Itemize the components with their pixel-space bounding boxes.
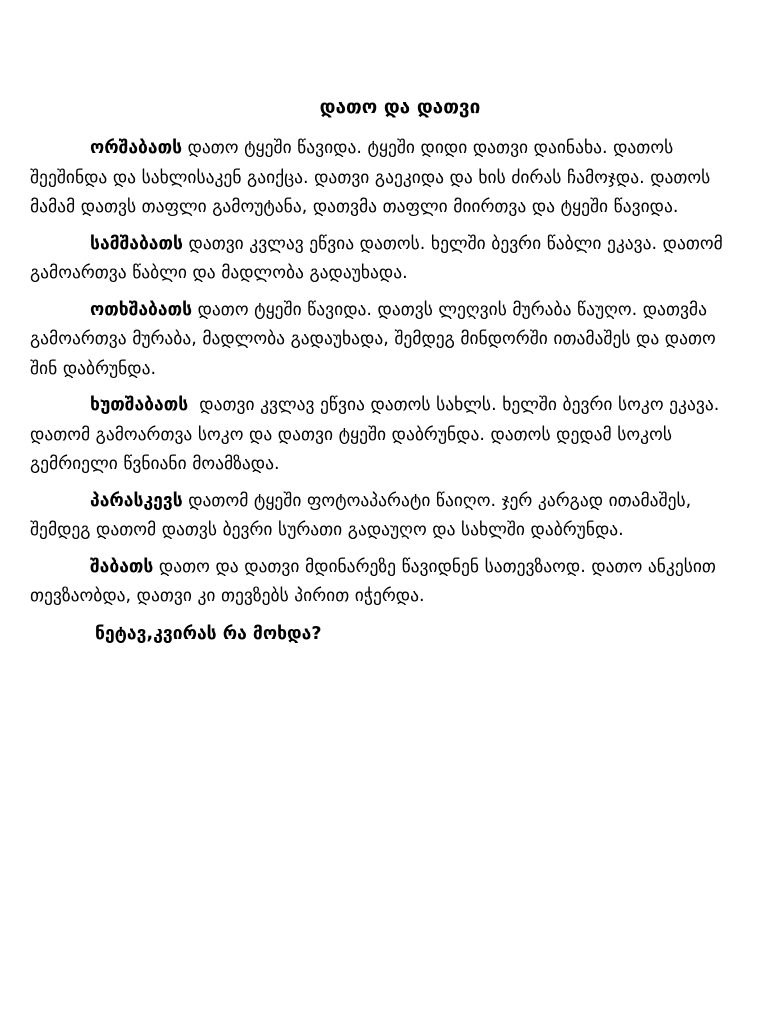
day-label-thursday: ხუთშაბათს	[90, 395, 189, 415]
day-label-wednesday: ოთხშაბათს	[90, 299, 193, 320]
paragraph-thursday	[30, 391, 730, 480]
paragraph-text-thursday: დათვი კვლავ ეწვია დათოს სახლს. ხელში ბევრი სოკო ეკავა. დათომ გამოართვა სოკო და დათვი ტყეში დაბრუნდა. დათოს დედამ სოკოს გემრიელი წვნიანი მოამზადა.	[30, 395, 725, 474]
day-label-monday: ორშაბათს	[90, 138, 183, 158]
paragraph-saturday	[30, 553, 730, 612]
day-label-tuesday: სამშაბათს	[90, 233, 183, 254]
day-label-friday: პარასკევს	[90, 490, 183, 511]
paragraph-friday	[30, 487, 730, 546]
document-page	[30, 92, 730, 649]
document-title: დათო და დათვი	[319, 96, 481, 118]
paragraph-text-monday: დათო ტყეში წავიდა. ტყეში დიდი დათვი დაინახა. დათოს შეეშინდა და სახლისაკენ გაიქცა. დათვი გაეკიდა და ხის ძირას ჩამოჯდა. დათოს მამამ დათვს თაფლი გამოუტანა, დათვმა თაფლი მიირთვა და ტყეში წავიდა.	[30, 138, 711, 217]
paragraph-wednesday	[30, 296, 730, 385]
paragraph-text-friday: დათომ ტყეში ფოტოაპარატი წაიღო. ჯერ კარგად ითამაშეს, შემდეგ დათომ დათვს ბევრი სურათი გადაუღო და სახლში დაბრუნდა.	[30, 490, 692, 540]
paragraph-text-wednesday: დათო ტყეში წავიდა. დათვს ლეღვის მურაბა წაუღო. დათვმა გამოართვა მურაბა, მადლობა გადაუხადა, შემდეგ მინდორში ითამაშეს და დათო შინ დაბრუნდა.	[30, 299, 716, 379]
day-label-saturday: შაბათს	[90, 556, 154, 577]
closing-question: ნეტავ,კვირას რა მოხდა?	[95, 623, 322, 644]
paragraph-text-saturday: დათო და დათვი მდინარეზე წავიდნენ სათევზაოდ. დათო ანკესით თევზაობდა, დათვი კი თევზებს პირით იჭერდა.	[30, 556, 716, 606]
paragraph-monday	[30, 134, 730, 223]
paragraph-text-tuesday: დათვი კვლავ ეწვია დათოს. ხელში ბევრი წაბლი ეკავა. დათომ გამოართვა წაბლი და მადლობა გადაუხადა.	[30, 233, 723, 283]
paragraph-tuesday	[30, 230, 730, 289]
